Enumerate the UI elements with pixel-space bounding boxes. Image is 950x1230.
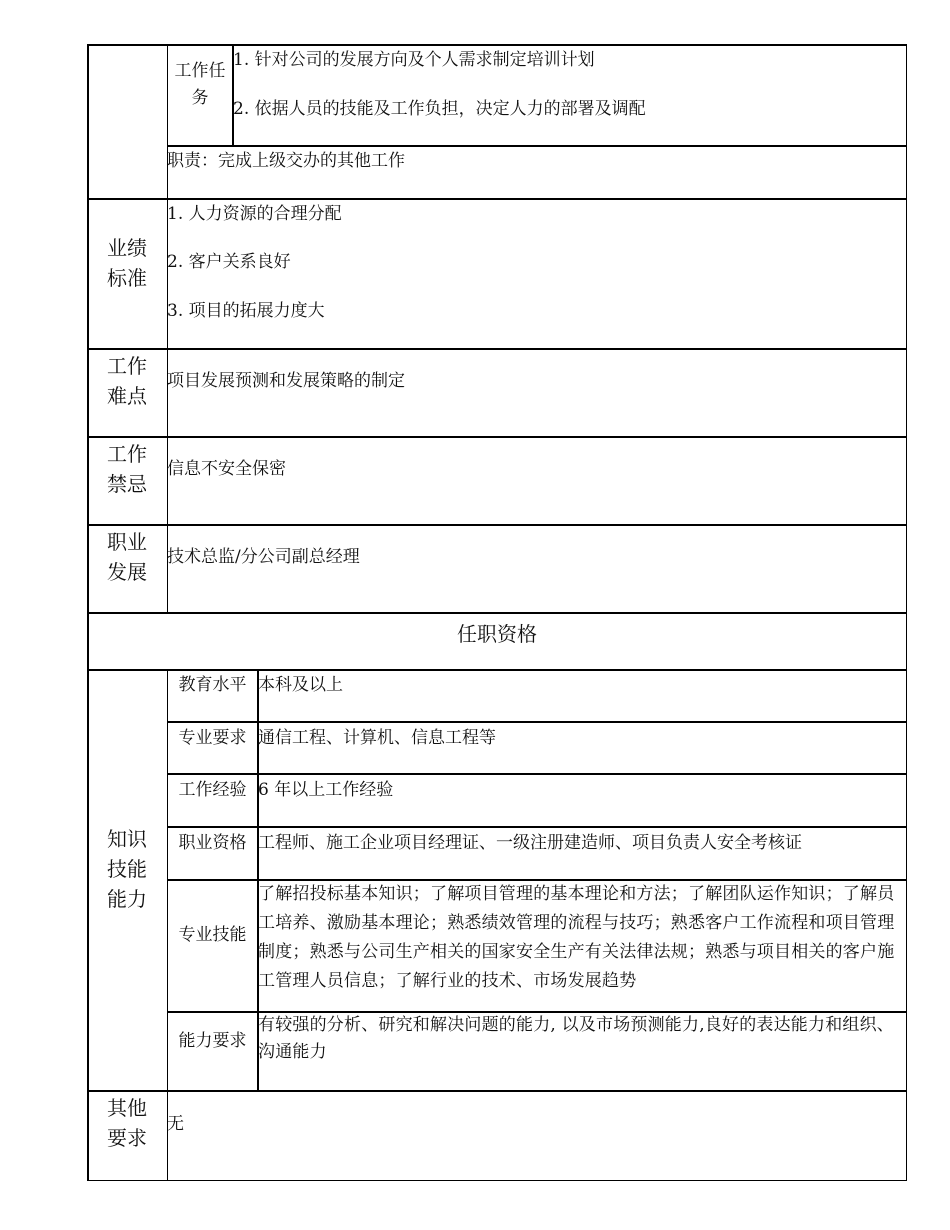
job-description-table bbox=[87, 44, 907, 1181]
tasks-bottom-line bbox=[167, 145, 907, 147]
qual-row-value: 本科及以上 bbox=[258, 675, 343, 695]
task-item-2: 2. 依据人员的技能及工作负担，决定人力的部署及调配 bbox=[233, 99, 646, 119]
task-item-1: 1. 针对公司的发展方向及个人需求制定培训计划 bbox=[233, 50, 595, 70]
qualification-label-3: 能力 bbox=[107, 887, 147, 911]
tasks-label: 工作任务 bbox=[174, 61, 226, 108]
other-label-1: 其他 bbox=[107, 1096, 147, 1120]
performance-label-1: 业绩 bbox=[107, 236, 147, 260]
row-line-5 bbox=[87, 612, 907, 614]
other-text: 无 bbox=[167, 1114, 184, 1134]
table-border-top bbox=[87, 44, 907, 46]
qual-line-1 bbox=[167, 721, 907, 723]
qualification-label-1: 知识 bbox=[107, 827, 147, 851]
performance-label-2: 标准 bbox=[107, 266, 147, 290]
qual-line-3 bbox=[167, 826, 907, 828]
qualification-title: 任职资格 bbox=[457, 622, 537, 646]
other-label-2: 要求 bbox=[107, 1126, 147, 1150]
qual-row-label: 专业技能 bbox=[178, 925, 247, 945]
difficulty-label-2: 难点 bbox=[107, 384, 147, 408]
career-text: 技术总监/分公司副总经理 bbox=[167, 547, 360, 567]
qualification-label-2: 技能 bbox=[107, 857, 147, 881]
taboo-label-2: 禁忌 bbox=[107, 472, 147, 496]
row-line-7 bbox=[87, 1090, 907, 1092]
qual-row-label: 工作经验 bbox=[178, 780, 247, 800]
qual-row-value: 6 年以上工作经验 bbox=[258, 780, 394, 800]
row-line-2 bbox=[87, 348, 907, 350]
performance-item-1: 1. 人力资源的合理分配 bbox=[167, 204, 342, 224]
performance-item-2: 2. 客户关系良好 bbox=[167, 252, 291, 272]
qual-row-value: 工程师、施工企业项目经理证、一级注册建造师、项目负责人安全考核证 bbox=[258, 833, 802, 853]
qual-row-label: 职业资格 bbox=[178, 833, 247, 853]
difficulty-text: 项目发展预测和发展策略的制定 bbox=[167, 371, 405, 391]
row-line-1 bbox=[87, 198, 907, 200]
qual-row-value-wrapped: 了解招投标基本知识；了解项目管理的基本理论和方法；了解团队运作知识；了解员工培养、激励基本理论；熟悉绩效管理的流程与技巧；熟悉客户工作流程和项目管理制度；熟悉与公司生产相关的国家安全生产有关法律法规；熟悉与项目相关的客户施工管理人员信息；了解行业的技术、市场发展趋势 bbox=[258, 884, 895, 991]
duty-text: 职责：完成上级交办的其他工作 bbox=[167, 151, 405, 171]
difficulty-label-1: 工作 bbox=[107, 354, 147, 378]
qual-row-value: 通信工程、计算机、信息工程等 bbox=[258, 728, 496, 748]
career-label-2: 发展 bbox=[107, 560, 147, 584]
career-label-1: 职业 bbox=[107, 530, 147, 554]
taboo-label-1: 工作 bbox=[107, 442, 147, 466]
performance-item-3: 3. 项目的拓展力度大 bbox=[167, 301, 325, 321]
row-line-4 bbox=[87, 524, 907, 526]
taboo-text: 信息不安全保密 bbox=[167, 459, 286, 479]
qual-row-value-wrapped: 有较强的分析、研究和解决问题的能力, 以及市场预测能力,良好的表达能力和组织、沟通能力 bbox=[258, 1015, 895, 1062]
qual-line-2 bbox=[167, 773, 907, 775]
row-line-3 bbox=[87, 436, 907, 438]
table-border-bottom bbox=[87, 1180, 907, 1182]
qual-row-label: 能力要求 bbox=[178, 1031, 247, 1051]
qual-row-label: 专业要求 bbox=[178, 728, 247, 748]
row-line-6 bbox=[87, 669, 907, 671]
qual-row-label: 教育水平 bbox=[178, 675, 247, 695]
